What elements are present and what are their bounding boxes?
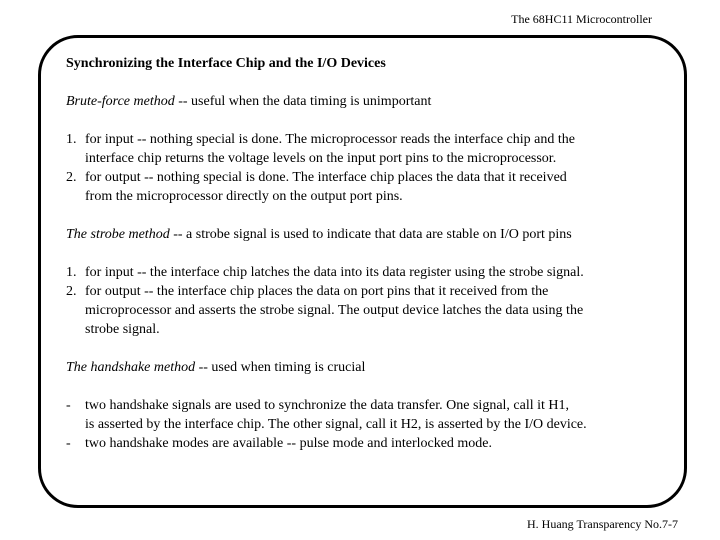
method-description: -- used when timing is crucial: [195, 360, 366, 375]
list-item: [66, 282, 666, 339]
spacer: [66, 111, 666, 130]
method-name: The strobe method: [66, 227, 170, 242]
list-item-line: for output -- the interface chip places the data on port pins that it received from the: [85, 284, 549, 299]
section-strobe: [66, 225, 666, 339]
list-item-line: from the microprocessor directly on the output port pins.: [85, 189, 403, 204]
list-marker: 1.: [66, 265, 77, 280]
section-intro: [66, 92, 666, 111]
spacer: [66, 244, 666, 263]
list-item: [66, 168, 666, 206]
slide-content: [66, 54, 666, 453]
list-item-line: for input -- nothing special is done. The microprocessor reads the interface chip and the: [85, 132, 575, 147]
method-name: The handshake method: [66, 360, 196, 375]
list-marker: -: [66, 436, 71, 451]
slide-header: The 68HC11 Microcontroller: [511, 12, 652, 26]
list-marker: 1.: [66, 132, 77, 147]
method-description: -- a strobe signal is used to indicate that data are stable on I/O port pins: [169, 227, 572, 242]
spacer: [66, 73, 666, 92]
list-item-line: for output -- nothing special is done. The interface chip places the data that it received: [85, 170, 567, 185]
slide-title: Synchronizing the Interface Chip and the I/O Devices: [66, 56, 386, 71]
list-item-line: interface chip returns the voltage levels on the input port pins to the microprocessor.: [85, 151, 557, 166]
spacer: [66, 206, 666, 225]
list-item-line: two handshake signals are used to synchronize the data transfer. One signal, call it H1,: [85, 398, 570, 413]
list-item-line: is asserted by the interface chip. The other signal, call it H2, is asserted by the I/O device.: [85, 417, 587, 432]
method-description: -- useful when the data timing is unimportant: [174, 94, 432, 109]
section-intro: [66, 358, 666, 377]
slide-footer: H. Huang Transparency No.7-7: [527, 517, 678, 531]
section-intro: [66, 225, 666, 244]
list-item: [66, 434, 666, 453]
section-brute-force: [66, 92, 666, 206]
spacer: [66, 377, 666, 396]
list-item: [66, 396, 666, 434]
list-item-line: microprocessor and asserts the strobe signal. The output device latches the data using the: [85, 303, 584, 318]
list-marker: -: [66, 398, 71, 413]
list-marker: 2.: [66, 170, 77, 185]
spacer: [66, 339, 666, 358]
list-item-line: strobe signal.: [85, 322, 160, 337]
list-item: [66, 263, 666, 282]
section-handshake: [66, 358, 666, 453]
list-item-line: for input -- the interface chip latches the data into its data register using the strobe signal.: [85, 265, 584, 280]
list-marker: 2.: [66, 284, 77, 299]
method-name: Brute-force method: [66, 94, 175, 109]
list-item: [66, 130, 666, 168]
list-item-line: two handshake modes are available -- pulse mode and interlocked mode.: [85, 436, 493, 451]
